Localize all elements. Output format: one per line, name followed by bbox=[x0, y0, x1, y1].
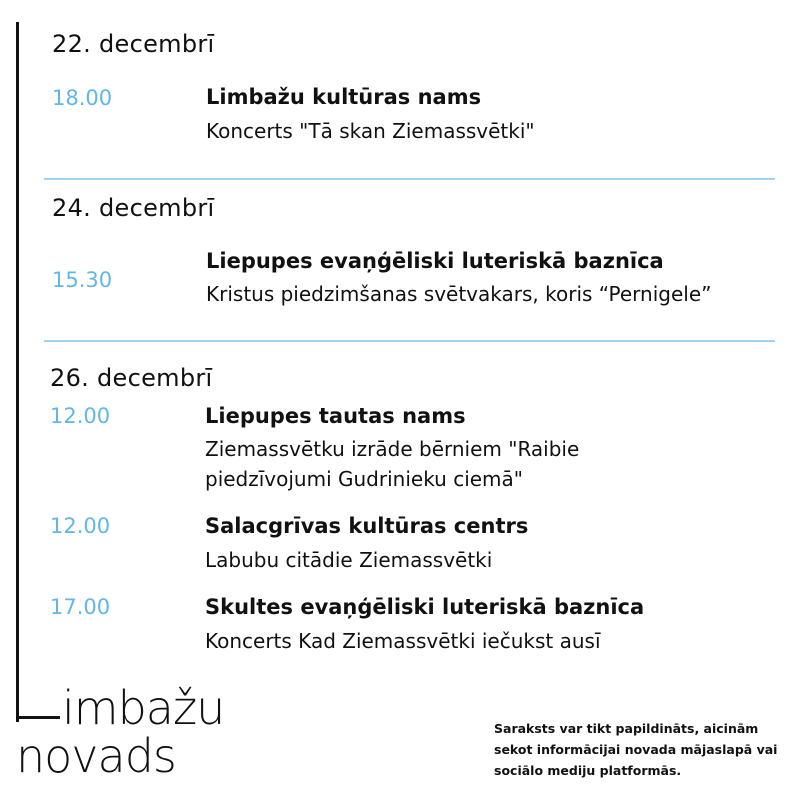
event-venue: Limbažu kultūras nams bbox=[206, 85, 482, 109]
event-description: Labubu citādie Ziemassvētki bbox=[205, 548, 493, 572]
event-time: 18.00 bbox=[52, 86, 113, 110]
event-venue: Liepupes evaņģēliski luteriskā baznīca bbox=[206, 249, 664, 273]
event-description: Koncerts Kad Ziemassvētki iečukst ausī bbox=[205, 629, 601, 653]
event-venue: Liepupes tautas nams bbox=[205, 404, 466, 428]
date-heading: 24. decembrī bbox=[52, 194, 215, 222]
event-description: Kristus piedzimšanas svētvakars, koris “Pernigele” bbox=[206, 282, 712, 306]
event-time: 17.00 bbox=[50, 595, 111, 619]
footer-note: Saraksts var tikt papildināts, aicinām sekot informācijai novada mājaslapā vai sociālo mediju platformās. bbox=[494, 721, 778, 778]
date-heading: 22. decembrī bbox=[52, 30, 215, 58]
logo-underline-mark bbox=[16, 716, 60, 719]
event-description: Ziemassvētku izrāde bērniem "Raibie bbox=[205, 437, 580, 461]
event-venue: Salacgrīvas kultūras centrs bbox=[205, 514, 529, 538]
separator bbox=[44, 178, 775, 180]
date-heading: 26. decembrī bbox=[50, 364, 213, 392]
event-time: 12.00 bbox=[50, 514, 111, 538]
event-time: 12.00 bbox=[50, 404, 111, 428]
logo-line-1: imbažu bbox=[62, 681, 225, 735]
separator bbox=[44, 340, 775, 342]
event-description: piedzīvojumi Gudrinieku ciemā" bbox=[205, 467, 523, 491]
event-venue: Skultes evaņģēliski luteriskā baznīca bbox=[205, 595, 645, 619]
logo-line-2: novads bbox=[16, 729, 176, 783]
event-time: 15.30 bbox=[52, 268, 113, 292]
vertical-rule bbox=[16, 22, 19, 722]
event-description: Koncerts "Tā skan Ziemassvētki" bbox=[206, 119, 535, 143]
